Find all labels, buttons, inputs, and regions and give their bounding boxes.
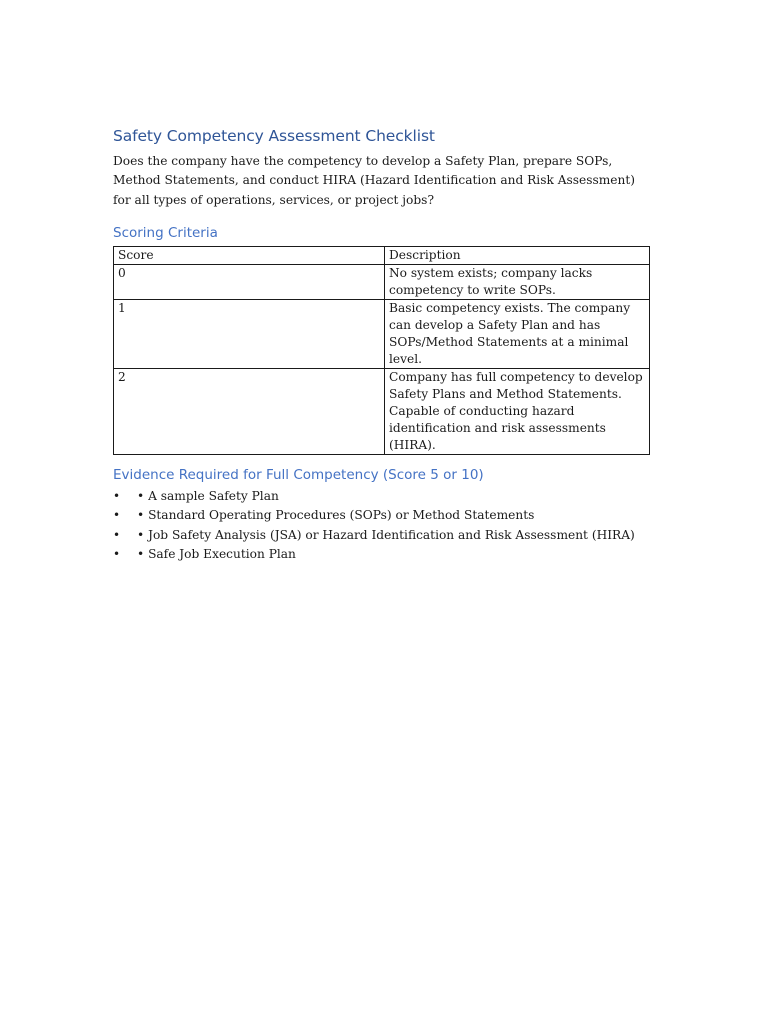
list-item <box>113 526 649 545</box>
bullet-icon: • <box>113 508 121 523</box>
scoring-criteria-table <box>113 246 650 455</box>
bullet-icon: • <box>113 489 121 504</box>
list-item <box>113 506 649 525</box>
intro-paragraph: Does the company have the competency to develop a Safety Plan, prepare SOPs, Method Statements, and conduct HIRA (Hazard Identification and Risk Assessment) for all types of operations, services, or project jobs? <box>113 154 636 207</box>
list-item <box>113 487 649 506</box>
description-cell: Company has full competency to develop Safety Plans and Method Statements. Capable of conducting hazard identification and risk assessments (HIRA). <box>385 369 650 455</box>
bullet-icon: • <box>113 527 121 542</box>
list-item-text: • Standard Operating Procedures (SOPs) or Method Statements <box>137 508 535 523</box>
score-cell: 1 <box>114 300 385 369</box>
column-header-description: Description <box>385 247 650 265</box>
score-cell: 2 <box>114 369 385 455</box>
table-row <box>114 369 650 455</box>
column-header-score: Score <box>114 247 385 265</box>
document-title: Safety Competency Assessment Checklist <box>113 127 435 145</box>
score-cell: 0 <box>114 265 385 300</box>
bullet-icon: • <box>113 546 121 561</box>
description-cell: Basic competency exists. The company can develop a Safety Plan and has SOPs/Method Statements at a minimal level. <box>385 300 650 369</box>
evidence-list <box>113 487 649 564</box>
list-item-text: • A sample Safety Plan <box>137 489 279 504</box>
table-row <box>114 265 650 300</box>
list-item-text: • Job Safety Analysis (JSA) or Hazard Identification and Risk Assessment (HIRA) <box>137 527 635 542</box>
evidence-heading: Evidence Required for Full Competency (Score 5 or 10) <box>113 467 484 484</box>
table-header-row <box>114 247 650 265</box>
document-body <box>113 126 649 564</box>
scoring-criteria-heading: Scoring Criteria <box>113 225 218 242</box>
list-item-text: • Safe Job Execution Plan <box>137 546 296 561</box>
table-row <box>114 300 650 369</box>
description-cell: No system exists; company lacks competency to write SOPs. <box>385 265 650 300</box>
list-item <box>113 545 649 564</box>
